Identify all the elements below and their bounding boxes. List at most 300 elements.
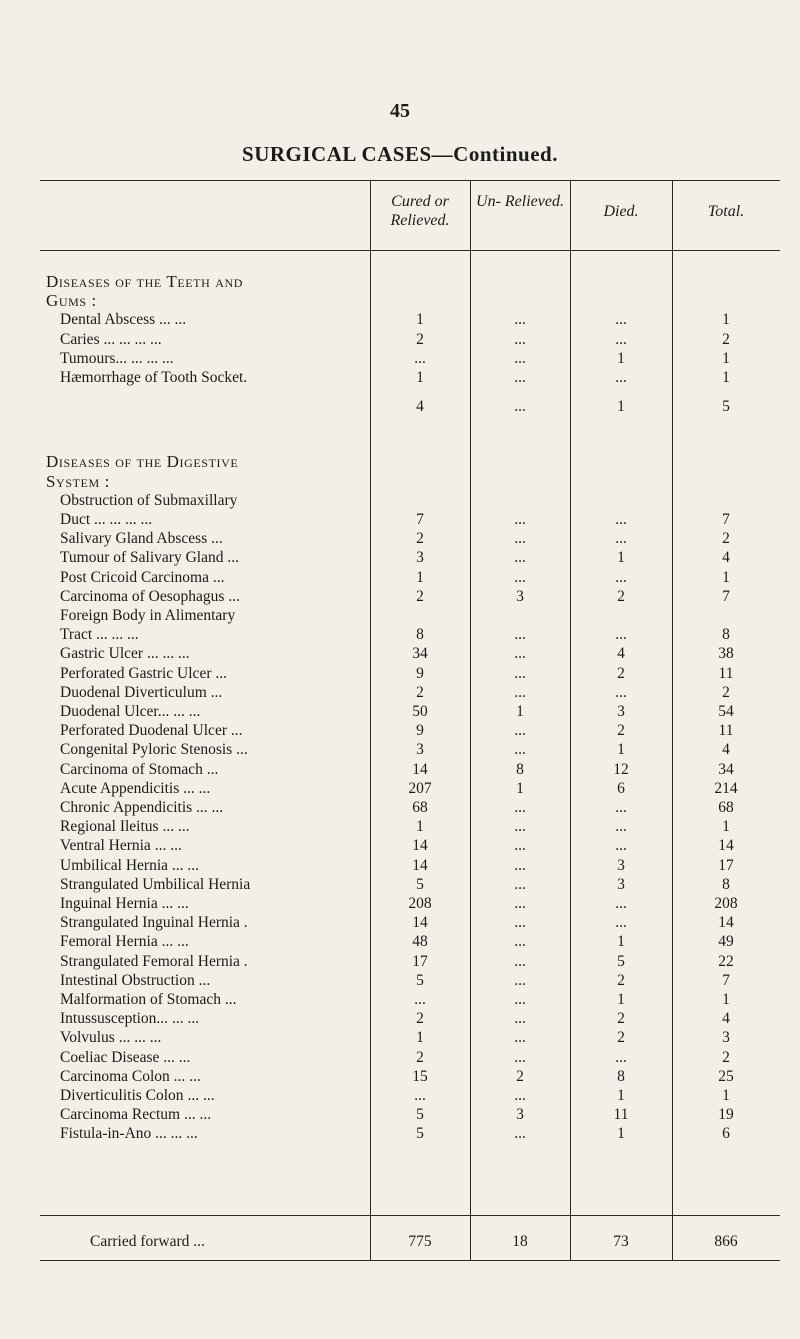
table-row xyxy=(40,779,780,798)
table-row xyxy=(40,368,780,387)
row-label xyxy=(60,568,384,587)
table-row xyxy=(40,932,780,951)
row-label-text: Tumours... xyxy=(60,349,128,367)
cell-unrelieved: ... xyxy=(514,722,526,740)
cell-cured: 50 xyxy=(412,703,428,720)
leader-dots: ... ... xyxy=(183,779,211,797)
cell-cured: 2 xyxy=(416,530,424,548)
row-label xyxy=(60,529,384,548)
cell-died: 1 xyxy=(617,1125,625,1143)
cell-died: 12 xyxy=(613,760,629,778)
cell-cured: 9 xyxy=(416,664,424,682)
leader-dots: ... ... ... xyxy=(118,1029,162,1047)
table-row xyxy=(40,548,780,567)
row-label-text: Duodenal Ulcer... xyxy=(60,703,170,720)
cell-unrelieved: ... xyxy=(514,530,526,548)
table-row xyxy=(40,1124,780,1143)
cell-cured: 14 xyxy=(412,760,428,778)
leader-dots: ... xyxy=(215,664,227,682)
cell-cured: 4 xyxy=(416,398,424,416)
row-label-text: Gums : xyxy=(46,291,97,311)
row-label-text: Coeliac Disease xyxy=(60,1048,160,1066)
row-label-text: Carcinoma of Stomach xyxy=(60,760,203,778)
row-label xyxy=(60,330,384,349)
page-number: 45 xyxy=(390,100,410,122)
cell-total: 4 xyxy=(722,1010,730,1028)
leader-dots: ... ... ... ... xyxy=(94,511,153,528)
column-header-cured: Cured or Relieved. xyxy=(390,193,450,229)
section-heading-teeth xyxy=(40,272,780,291)
row-label xyxy=(60,894,384,913)
cell-died: ... xyxy=(615,914,627,932)
cell-cured: 2 xyxy=(416,587,424,605)
cell-total: 22 xyxy=(718,952,734,970)
cell-unrelieved: ... xyxy=(514,549,526,567)
cell-total: 38 xyxy=(718,645,734,663)
cell-died: 3 xyxy=(617,875,625,893)
table-row xyxy=(40,330,780,349)
cell-died: ... xyxy=(615,511,627,528)
cell-total: 25 xyxy=(718,1067,734,1085)
table-row xyxy=(40,349,780,368)
row-label-text: Perforated Duodenal Ulcer xyxy=(60,722,227,740)
row-label-text: Carried forward xyxy=(90,1233,190,1250)
row-label xyxy=(60,836,384,855)
row-label-text: Chronic Appendicitis ... xyxy=(60,799,208,816)
row-label-text: Foreign Body in Alimentary xyxy=(60,607,236,624)
cell-unrelieved: ... xyxy=(514,991,526,1008)
cell-unrelieved: ... xyxy=(514,1087,526,1104)
cell-died: 1 xyxy=(617,741,625,759)
row-label-text: Fistula-in-Ano ... xyxy=(60,1125,167,1143)
cell-total: 1 xyxy=(722,1087,730,1104)
row-label xyxy=(46,272,370,291)
row-label-text: Acute Appendicitis xyxy=(60,779,180,797)
row-label-text: Salivary Gland Abscess xyxy=(60,530,208,548)
row-label xyxy=(60,606,384,625)
row-label xyxy=(60,702,384,721)
row-label-text: Caries xyxy=(60,330,100,348)
cell-total: 68 xyxy=(718,799,734,816)
cell-died: ... xyxy=(615,818,627,836)
cell-unrelieved: 2 xyxy=(516,1067,524,1085)
cell-cured: 68 xyxy=(412,799,428,816)
row-label xyxy=(60,510,384,529)
cell-cured: 14 xyxy=(412,856,428,874)
cell-unrelieved: 1 xyxy=(516,779,524,797)
row-label-text: Strangulated Umbilical Hernia xyxy=(60,875,251,893)
cell-died: 2 xyxy=(617,971,625,989)
cell-unrelieved: ... xyxy=(514,369,526,386)
table-row xyxy=(40,913,780,932)
cell-cured: 3 xyxy=(416,741,424,759)
table-row xyxy=(40,644,780,663)
table-row xyxy=(40,587,780,606)
cell-unrelieved: ... xyxy=(514,818,526,836)
cell-total: 14 xyxy=(718,837,734,855)
row-label xyxy=(60,1105,384,1124)
table-row xyxy=(40,491,780,510)
cell-total: 8 xyxy=(722,875,730,893)
row-label-text: Intestinal Obstruction xyxy=(60,971,195,989)
row-label xyxy=(46,472,370,491)
row-label xyxy=(60,779,384,798)
cell-unrelieved: 1 xyxy=(516,703,524,720)
carried-forward-row xyxy=(40,1232,780,1251)
row-label xyxy=(60,548,384,567)
cell-cured: 2 xyxy=(416,1010,424,1028)
cell-cured: 2 xyxy=(416,330,424,348)
cell-died: 1 xyxy=(617,1087,625,1104)
cell-unrelieved: ... xyxy=(514,856,526,874)
cell-died: 6 xyxy=(617,779,625,797)
surgical-cases-table xyxy=(40,180,780,1260)
cell-cured: ... xyxy=(414,1087,426,1104)
table-row xyxy=(40,683,780,702)
row-label xyxy=(60,587,384,606)
row-label-text: Diseases of the Teeth and xyxy=(46,272,244,291)
section-heading-digestive xyxy=(40,452,780,471)
cell-died: ... xyxy=(615,895,627,912)
cell-unrelieved: ... xyxy=(514,311,526,329)
cell-cured: 14 xyxy=(412,914,428,932)
cell-total: 6 xyxy=(722,1125,730,1143)
cell-total: 1 xyxy=(722,991,730,1008)
table-row xyxy=(40,990,780,1009)
leader-dots: ... ... xyxy=(154,837,182,855)
row-label-text: Strangulated Femoral Hernia . xyxy=(60,952,248,970)
column-header-unrelieved: Un- Relieved. xyxy=(476,193,564,210)
table-row xyxy=(40,760,780,779)
row-label xyxy=(60,1028,384,1047)
row-label xyxy=(60,349,384,368)
leader-dots: ... ... xyxy=(170,1125,198,1143)
cell-cured: 5 xyxy=(416,1106,424,1124)
cell-died: 2 xyxy=(617,1029,625,1047)
table-top-rule xyxy=(40,180,780,181)
cell-unrelieved: ... xyxy=(514,626,526,644)
row-label-text: Carcinoma of Oesophagus xyxy=(60,587,225,605)
leader-dots: ... xyxy=(198,971,211,989)
cell-total: 1 xyxy=(722,568,730,586)
cell-total: 2 xyxy=(722,1048,730,1066)
cell-unrelieved: ... xyxy=(514,933,526,951)
column-header-total: Total. xyxy=(707,203,745,220)
table-row xyxy=(40,798,780,817)
cell-cured: 7 xyxy=(416,511,424,528)
cell-unrelieved: ... xyxy=(514,645,526,663)
row-label xyxy=(46,452,370,471)
cell-unrelieved: ... xyxy=(514,683,526,701)
cell-unrelieved: ... xyxy=(514,1125,526,1143)
cell-unrelieved: 18 xyxy=(512,1233,528,1250)
leader-dots: ... ... xyxy=(171,1010,200,1028)
row-label-text: Strangulated Inguinal Hernia . xyxy=(60,914,248,932)
leader-dots: ... xyxy=(210,683,223,701)
cell-died: ... xyxy=(615,626,627,644)
table-row xyxy=(40,1048,780,1067)
row-label xyxy=(60,952,384,971)
page-heading: SURGICAL CASES—Continued. xyxy=(242,142,558,166)
row-label-text: Duodenal Diverticulum xyxy=(60,683,207,701)
row-label xyxy=(60,664,384,683)
leader-dots: ... ... ... xyxy=(96,626,139,644)
cell-total: 2 xyxy=(722,330,730,348)
table-row xyxy=(40,1086,780,1105)
table-row xyxy=(40,817,780,836)
row-label xyxy=(60,1067,384,1086)
cell-unrelieved: ... xyxy=(514,741,526,759)
cell-died: ... xyxy=(615,799,627,816)
cell-cured: 2 xyxy=(416,1048,424,1066)
column-header-died: Died. xyxy=(603,203,639,220)
leader-dots: ... xyxy=(211,799,224,816)
row-label xyxy=(60,1048,384,1067)
cell-unrelieved: ... xyxy=(514,799,526,816)
cell-cured: 17 xyxy=(412,952,428,970)
row-label-text: Duct xyxy=(60,511,91,528)
cell-total: 1 xyxy=(722,311,730,329)
row-label xyxy=(60,875,384,894)
cell-total: 14 xyxy=(718,914,734,932)
table-row xyxy=(40,1067,780,1086)
table-row xyxy=(40,310,780,329)
cell-total: 19 xyxy=(718,1106,734,1124)
cell-cured: 1 xyxy=(416,311,424,329)
row-label-text: Tumour of Salivary Gland xyxy=(60,549,224,567)
table-row xyxy=(40,568,780,587)
row-label-text: Diseases of the Digestive xyxy=(46,452,239,472)
leader-dots: ... xyxy=(212,568,225,586)
leader-dots: ... ... xyxy=(159,311,187,329)
row-label-text: System : xyxy=(46,471,110,491)
header-bottom-rule xyxy=(40,250,780,251)
row-label-text: Post Cricoid Carcinoma xyxy=(60,568,209,586)
cell-total: 8 xyxy=(722,626,730,644)
table-row xyxy=(40,1105,780,1124)
row-label-text: Dental Abscess xyxy=(60,311,156,329)
cell-unrelieved: ... xyxy=(514,568,526,586)
row-label xyxy=(60,990,384,1009)
cell-died: ... xyxy=(615,530,627,548)
table-row xyxy=(40,1009,780,1028)
table-bottom-rule xyxy=(40,1260,780,1261)
row-label-text: Diverticulitis Colon xyxy=(60,1087,184,1104)
leader-dots: ... ... ... xyxy=(130,349,174,367)
cell-total: 4 xyxy=(722,549,730,567)
cell-cured: ... xyxy=(414,991,426,1008)
row-label xyxy=(60,721,384,740)
row-label xyxy=(60,798,384,817)
row-label xyxy=(60,932,384,951)
cell-died: 1 xyxy=(617,398,625,416)
section-heading-teeth xyxy=(40,291,780,310)
leader-dots: ... xyxy=(206,760,219,778)
cell-unrelieved: ... xyxy=(514,349,526,367)
leader-dots: ... ... xyxy=(173,703,201,720)
table-row xyxy=(40,952,780,971)
table-row xyxy=(40,1028,780,1047)
row-label-text: Tract xyxy=(60,626,93,644)
row-label xyxy=(60,368,384,387)
cell-unrelieved: ... xyxy=(514,914,526,932)
table-row xyxy=(40,856,780,875)
cell-unrelieved: 3 xyxy=(516,1106,524,1124)
leader-dots: ... xyxy=(230,722,243,740)
cell-died: ... xyxy=(615,568,627,586)
cell-cured: 9 xyxy=(416,722,424,740)
row-label-text: Intussusception... xyxy=(60,1010,169,1028)
cell-died: 1 xyxy=(617,549,625,567)
cell-unrelieved: ... xyxy=(514,875,526,893)
table-row xyxy=(40,894,780,913)
section-heading-digestive xyxy=(40,472,780,491)
cell-total: 1 xyxy=(722,818,730,836)
table-row xyxy=(40,875,780,894)
cell-total: 7 xyxy=(722,971,730,989)
row-label-text: Umbilical Hernia xyxy=(60,856,169,874)
cell-total: 49 xyxy=(718,933,734,951)
cell-cured: 14 xyxy=(412,837,428,855)
row-label xyxy=(60,644,384,663)
row-label xyxy=(60,1086,384,1105)
cell-died: 4 xyxy=(617,645,625,663)
cell-total: 17 xyxy=(718,856,734,874)
row-label xyxy=(60,491,384,510)
cell-total: 214 xyxy=(714,779,738,797)
cell-total: 2 xyxy=(722,530,730,548)
row-label xyxy=(60,817,384,836)
cell-cured: 15 xyxy=(412,1067,428,1085)
row-label-text: Volvulus xyxy=(60,1029,115,1047)
cell-unrelieved: 8 xyxy=(516,760,524,778)
cell-total: 208 xyxy=(714,895,738,912)
cell-died: 1 xyxy=(617,349,625,367)
row-label-text: Perforated Gastric Ulcer xyxy=(60,664,212,682)
row-label xyxy=(90,1232,414,1251)
leader-dots: ... ... xyxy=(161,933,189,951)
leader-dots: ... ... ... ... xyxy=(103,330,162,348)
cell-cured: 5 xyxy=(416,875,424,893)
leader-dots: ... xyxy=(228,587,240,605)
cell-cured: 34 xyxy=(412,645,428,663)
row-label xyxy=(60,760,384,779)
cell-unrelieved: ... xyxy=(514,664,526,682)
cell-died: 2 xyxy=(617,587,625,605)
table-row xyxy=(40,971,780,990)
cell-total: 4 xyxy=(722,741,730,759)
cell-cured: 775 xyxy=(408,1233,432,1250)
row-label xyxy=(60,856,384,875)
table-row xyxy=(40,702,780,721)
cell-total: 11 xyxy=(718,722,734,740)
cell-unrelieved: ... xyxy=(514,895,526,912)
cell-died: 2 xyxy=(617,1010,625,1028)
cell-died: 3 xyxy=(617,856,625,874)
cell-unrelieved: ... xyxy=(514,837,526,855)
cell-died: 1 xyxy=(617,933,625,951)
leader-dots: ... xyxy=(211,530,223,548)
cell-cured: 2 xyxy=(416,683,424,701)
cell-unrelieved: ... xyxy=(514,330,526,348)
leader-dots: ... xyxy=(193,1233,205,1250)
row-label-text: Femoral Hernia xyxy=(60,933,158,951)
row-label-text: Ventral Hernia xyxy=(60,837,151,855)
row-label-text: Obstruction of Submaxillary xyxy=(60,491,238,509)
cell-unrelieved: ... xyxy=(514,952,526,970)
cell-cured: 1 xyxy=(416,818,424,836)
leader-dots: ... ... xyxy=(183,1106,212,1124)
table-row xyxy=(40,529,780,548)
row-label-text: Carcinoma Colon xyxy=(60,1067,170,1085)
row-label xyxy=(60,310,384,329)
cell-total: 866 xyxy=(714,1233,738,1250)
cell-total: 2 xyxy=(722,683,730,701)
subtotal-row xyxy=(40,397,780,416)
row-label xyxy=(60,683,384,702)
cell-cured: 8 xyxy=(416,626,424,644)
cell-cured: 207 xyxy=(408,779,432,797)
leader-dots: ... ... ... xyxy=(146,645,190,663)
cell-died: ... xyxy=(615,311,627,329)
leader-dots: ... ... xyxy=(161,895,189,912)
table-row xyxy=(40,625,780,644)
cell-died: 5 xyxy=(617,952,625,970)
cell-died: ... xyxy=(615,369,627,386)
row-label xyxy=(60,913,384,932)
cell-died: ... xyxy=(615,837,627,855)
cell-total: 5 xyxy=(722,398,730,416)
cell-unrelieved: ... xyxy=(514,511,526,528)
cell-died: ... xyxy=(615,330,627,348)
row-label xyxy=(46,291,370,310)
cell-cured: 3 xyxy=(416,549,424,567)
table-row xyxy=(40,836,780,855)
cell-died: 73 xyxy=(613,1233,629,1250)
leader-dots: ... ... xyxy=(162,818,190,836)
carried-forward-rule xyxy=(40,1215,780,1216)
cell-unrelieved: ... xyxy=(514,971,526,989)
cell-unrelieved: ... xyxy=(514,1010,526,1028)
cell-cured: 48 xyxy=(412,933,428,951)
cell-total: 7 xyxy=(722,511,730,528)
cell-died: 3 xyxy=(617,703,625,720)
row-label xyxy=(60,740,384,759)
row-label xyxy=(60,971,384,990)
leader-dots: ... xyxy=(224,991,237,1008)
cell-total: 3 xyxy=(722,1029,730,1047)
row-label xyxy=(60,1009,384,1028)
row-label xyxy=(60,1124,384,1143)
cell-total: 1 xyxy=(722,349,730,367)
cell-total: 1 xyxy=(722,369,730,386)
cell-total: 7 xyxy=(722,587,730,605)
row-label-text: Carcinoma Rectum xyxy=(60,1106,181,1124)
cell-died: 11 xyxy=(613,1106,629,1124)
cell-died: 2 xyxy=(617,722,625,740)
cell-died: 1 xyxy=(617,991,625,1008)
row-label-text: Congenital Pyloric Stenosis xyxy=(60,741,233,759)
leader-dots: ... ... xyxy=(187,1087,215,1104)
cell-died: 2 xyxy=(617,664,625,682)
cell-cured: 1 xyxy=(416,369,424,386)
table-row xyxy=(40,740,780,759)
leader-dots: ... xyxy=(236,741,248,759)
cell-unrelieved: 3 xyxy=(516,587,524,605)
row-label-text: Malformation of Stomach xyxy=(60,991,221,1008)
cell-cured: 5 xyxy=(416,971,424,989)
table-row xyxy=(40,721,780,740)
